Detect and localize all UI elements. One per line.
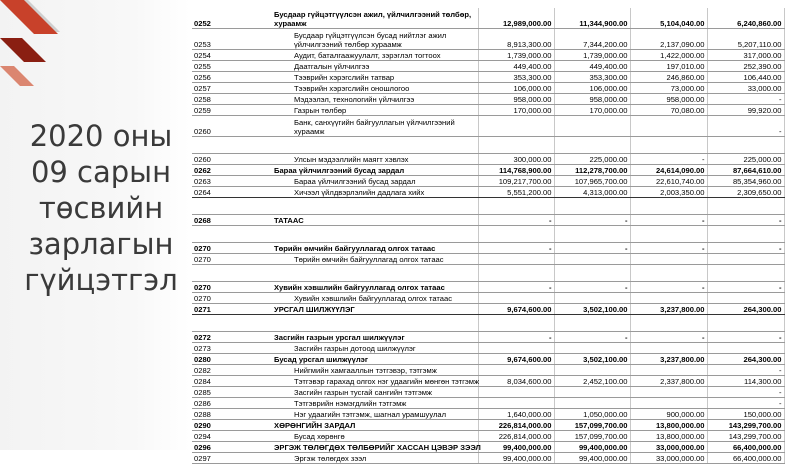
difference-cell: - bbox=[707, 116, 784, 137]
row-name: Тээврийн хэрэгслийн татвар bbox=[250, 72, 478, 83]
difference-cell: 6,240,860.00 bbox=[707, 8, 784, 29]
approved-plan-cell: 99,400,000.00 bbox=[478, 453, 554, 464]
actual-spent-cell: 197,010.00 bbox=[630, 61, 707, 72]
actual-spent-cell: - bbox=[630, 282, 707, 293]
table-row bbox=[192, 226, 784, 243]
approved-plan-cell: 106,000.00 bbox=[478, 83, 554, 94]
approved-plan-cell bbox=[478, 198, 554, 215]
row-code bbox=[192, 137, 250, 154]
difference-cell: - bbox=[707, 243, 784, 254]
approved-plan-cell: 1,739,000.00 bbox=[478, 50, 554, 61]
period-plan-cell: - bbox=[554, 215, 630, 226]
row-name: Төрийн өмчийн байгууллагад олгох татаас bbox=[250, 254, 478, 265]
row-name: Нэг удаагийн тэтгэмж, шагнал урамшуулал bbox=[250, 409, 478, 420]
row-name: Хувийн хэвшлийн байгууллагад олгох татаас bbox=[250, 282, 478, 293]
actual-spent-cell: 900,000.00 bbox=[630, 409, 707, 420]
difference-cell: 317,000.00 bbox=[707, 50, 784, 61]
row-name: Бараа үйлчилгээний бусад зардал bbox=[250, 165, 478, 176]
row-name: Бараа үйлчилгээний бусад зардал bbox=[250, 176, 478, 187]
approved-plan-cell: 1,640,000.00 bbox=[478, 409, 554, 420]
table-row bbox=[192, 50, 784, 61]
approved-plan-cell: - bbox=[478, 215, 554, 226]
period-plan-cell: 157,099,700.00 bbox=[554, 431, 630, 442]
period-plan-cell bbox=[554, 254, 630, 265]
title-line-4: зарлагын bbox=[28, 227, 174, 261]
approved-plan-cell bbox=[478, 343, 554, 354]
table-row bbox=[192, 398, 784, 409]
table-row bbox=[192, 29, 784, 50]
title-line-2: 09 сарын bbox=[30, 155, 172, 189]
actual-spent-cell bbox=[630, 365, 707, 376]
period-plan-cell bbox=[554, 137, 630, 154]
approved-plan-cell bbox=[478, 398, 554, 409]
difference-cell: 85,354,960.00 bbox=[707, 176, 784, 187]
table-row bbox=[192, 94, 784, 105]
difference-cell: 143,299,700.00 bbox=[707, 431, 784, 442]
title-line-5: гүйцэтгэл bbox=[24, 263, 178, 297]
approved-plan-cell: 8,034,600.00 bbox=[478, 376, 554, 387]
row-name: ТАТААС bbox=[250, 215, 478, 226]
row-code: 0268 bbox=[192, 215, 250, 226]
approved-plan-cell bbox=[478, 365, 554, 376]
actual-spent-cell: 2,337,800.00 bbox=[630, 376, 707, 387]
actual-spent-cell: 958,000.00 bbox=[630, 94, 707, 105]
difference-cell: - bbox=[707, 365, 784, 376]
row-name: Тээврийн хэрэгслийн оношлогоо bbox=[250, 83, 478, 94]
approved-plan-cell: 226,814,000.00 bbox=[478, 431, 554, 442]
table-row bbox=[192, 282, 784, 293]
actual-spent-cell bbox=[630, 343, 707, 354]
period-plan-cell: 157,099,700.00 bbox=[554, 420, 630, 431]
table-row bbox=[192, 431, 784, 442]
actual-spent-cell: 24,614,090.00 bbox=[630, 165, 707, 176]
row-name: Нийгмийн хамгааллын тэтгэвэр, тэтгэмж bbox=[250, 365, 478, 376]
approved-plan-cell: 8,913,300.00 bbox=[478, 29, 554, 50]
actual-spent-cell: 22,610,740.00 bbox=[630, 176, 707, 187]
period-plan-cell: - bbox=[554, 282, 630, 293]
title-line-3: төсвийн bbox=[38, 191, 164, 225]
row-name: ЭРГЭЖ ТӨЛӨГДӨХ ТӨЛБӨРИЙГ ХАССАН ЦЭВЭР ЗЭЭЛ bbox=[250, 442, 478, 453]
row-code: 0263 bbox=[192, 176, 250, 187]
row-code: 0288 bbox=[192, 409, 250, 420]
actual-spent-cell: 3,237,800.00 bbox=[630, 354, 707, 365]
actual-spent-cell: 1,422,000.00 bbox=[630, 50, 707, 61]
difference-cell bbox=[707, 226, 784, 243]
period-plan-cell bbox=[554, 398, 630, 409]
actual-spent-cell: 5,104,040.00 bbox=[630, 8, 707, 29]
actual-spent-cell: 70,080.00 bbox=[630, 105, 707, 116]
period-plan-cell bbox=[554, 315, 630, 332]
table-row bbox=[192, 187, 784, 198]
difference-cell: - bbox=[707, 332, 784, 343]
actual-spent-cell: 2,003,350.00 bbox=[630, 187, 707, 198]
actual-spent-cell: 3,237,800.00 bbox=[630, 304, 707, 315]
actual-spent-cell: - bbox=[630, 154, 707, 165]
actual-spent-cell bbox=[630, 315, 707, 332]
row-code: 0262 bbox=[192, 165, 250, 176]
accent-shape-3 bbox=[0, 38, 46, 62]
actual-spent-cell bbox=[630, 293, 707, 304]
approved-plan-cell: - bbox=[478, 243, 554, 254]
row-name bbox=[250, 226, 478, 243]
row-name: Тэтгэвэр гарахад олгох нэг удаагийн мөнгөн тэтгэмж bbox=[250, 376, 478, 387]
period-plan-cell: - bbox=[554, 332, 630, 343]
approved-plan-cell: 5,551,200.00 bbox=[478, 187, 554, 198]
table-row bbox=[192, 293, 784, 304]
row-name: Засгийн газрын тусгай сангийн тэтгэмж bbox=[250, 387, 478, 398]
table-row bbox=[192, 409, 784, 420]
actual-spent-cell bbox=[630, 137, 707, 154]
table-row bbox=[192, 376, 784, 387]
row-code: 0294 bbox=[192, 431, 250, 442]
table-row bbox=[192, 420, 784, 431]
row-code: 0296 bbox=[192, 442, 250, 453]
actual-spent-cell: 2,137,090.00 bbox=[630, 29, 707, 50]
row-name bbox=[250, 137, 478, 154]
difference-cell: 106,440.00 bbox=[707, 72, 784, 83]
row-code: 0254 bbox=[192, 50, 250, 61]
row-code: 0270 bbox=[192, 243, 250, 254]
difference-cell: - bbox=[707, 94, 784, 105]
table-row bbox=[192, 315, 784, 332]
period-plan-cell: 1,050,000.00 bbox=[554, 409, 630, 420]
approved-plan-cell: 353,300.00 bbox=[478, 72, 554, 83]
row-name: Бусдаар гүйцэтгүүлсэн ажил, үйлчилгээний төлбөр, хураамж bbox=[250, 8, 478, 29]
period-plan-cell: 3,502,100.00 bbox=[554, 304, 630, 315]
approved-plan-cell: 99,400,000.00 bbox=[478, 442, 554, 453]
table-row bbox=[192, 243, 784, 254]
row-code: 0256 bbox=[192, 72, 250, 83]
period-plan-cell: 4,313,000.00 bbox=[554, 187, 630, 198]
row-name: Тэтгэврийн нэмэгдлийн тэтгэмж bbox=[250, 398, 478, 409]
period-plan-cell: - bbox=[554, 243, 630, 254]
table-row bbox=[192, 8, 784, 29]
difference-cell: 264,300.00 bbox=[707, 304, 784, 315]
row-code bbox=[192, 226, 250, 243]
period-plan-cell: 225,000.00 bbox=[554, 154, 630, 165]
budget-table-body bbox=[192, 8, 784, 464]
approved-plan-cell bbox=[478, 293, 554, 304]
period-plan-cell: 107,965,700.00 bbox=[554, 176, 630, 187]
actual-spent-cell: 33,000,000.00 bbox=[630, 453, 707, 464]
row-code bbox=[192, 315, 250, 332]
difference-cell: 87,664,610.00 bbox=[707, 165, 784, 176]
difference-cell bbox=[707, 293, 784, 304]
table-row bbox=[192, 332, 784, 343]
table-row bbox=[192, 165, 784, 176]
actual-spent-cell bbox=[630, 198, 707, 215]
table-row bbox=[192, 354, 784, 365]
row-name: УРСГАЛ ШИЛЖҮҮЛЭГ bbox=[250, 304, 478, 315]
row-code: 0252 bbox=[192, 8, 250, 29]
difference-cell: 143,299,700.00 bbox=[707, 420, 784, 431]
period-plan-cell: 99,400,000.00 bbox=[554, 453, 630, 464]
actual-spent-cell bbox=[630, 265, 707, 282]
difference-cell: 2,309,650.00 bbox=[707, 187, 784, 198]
difference-cell: 33,000.00 bbox=[707, 83, 784, 94]
difference-cell bbox=[707, 137, 784, 154]
period-plan-cell: 3,502,100.00 bbox=[554, 354, 630, 365]
row-code: 0282 bbox=[192, 365, 250, 376]
row-code: 0297 bbox=[192, 453, 250, 464]
difference-cell: 99,920.00 bbox=[707, 105, 784, 116]
row-name: ХӨРӨНГИЙН ЗАРДАЛ bbox=[250, 420, 478, 431]
difference-cell bbox=[707, 265, 784, 282]
period-plan-cell: 2,452,100.00 bbox=[554, 376, 630, 387]
table-row bbox=[192, 72, 784, 83]
approved-plan-cell: - bbox=[478, 332, 554, 343]
actual-spent-cell: 33,000,000.00 bbox=[630, 442, 707, 453]
actual-spent-cell: - bbox=[630, 332, 707, 343]
period-plan-cell: 958,000.00 bbox=[554, 94, 630, 105]
row-code: 0258 bbox=[192, 94, 250, 105]
row-name bbox=[250, 198, 478, 215]
actual-spent-cell: - bbox=[630, 215, 707, 226]
table-row bbox=[192, 61, 784, 72]
row-code: 0270 bbox=[192, 254, 250, 265]
accent-shape-4 bbox=[0, 66, 34, 86]
difference-cell: - bbox=[707, 398, 784, 409]
row-code: 0260 bbox=[192, 154, 250, 165]
row-name: Улсын мэдээллийн маягт хэвлэх bbox=[250, 154, 478, 165]
row-name: Төрийн өмчийн байгууллагад олгох татаас bbox=[250, 243, 478, 254]
title-line-1: 2020 оны bbox=[29, 119, 173, 153]
approved-plan-cell: - bbox=[478, 282, 554, 293]
approved-plan-cell: 170,000.00 bbox=[478, 105, 554, 116]
approved-plan-cell: 9,674,600.00 bbox=[478, 304, 554, 315]
period-plan-cell: 99,400,000.00 bbox=[554, 442, 630, 453]
period-plan-cell bbox=[554, 226, 630, 243]
period-plan-cell bbox=[554, 387, 630, 398]
approved-plan-cell bbox=[478, 254, 554, 265]
difference-cell: 66,400,000.00 bbox=[707, 442, 784, 453]
row-name: Банк, санхүүгийн байгууллагын үйлчилгээний хураамж bbox=[250, 116, 478, 137]
difference-cell: - bbox=[707, 282, 784, 293]
table-row bbox=[192, 365, 784, 376]
row-name: Даатгалын үйлчилгээ bbox=[250, 61, 478, 72]
period-plan-cell: 106,000.00 bbox=[554, 83, 630, 94]
difference-cell: 66,400,000.00 bbox=[707, 453, 784, 464]
period-plan-cell bbox=[554, 116, 630, 137]
approved-plan-cell: 109,217,700.00 bbox=[478, 176, 554, 187]
row-code: 0284 bbox=[192, 376, 250, 387]
row-name: Аудит, баталгаажуулалт, зэрэглэл тогтоох bbox=[250, 50, 478, 61]
table-row bbox=[192, 154, 784, 165]
row-code: 0271 bbox=[192, 304, 250, 315]
period-plan-cell: 7,344,200.00 bbox=[554, 29, 630, 50]
table-row bbox=[192, 176, 784, 187]
row-code: 0260 bbox=[192, 116, 250, 137]
difference-cell: - bbox=[707, 387, 784, 398]
approved-plan-cell: 226,814,000.00 bbox=[478, 420, 554, 431]
difference-cell: 225,000.00 bbox=[707, 154, 784, 165]
actual-spent-cell bbox=[630, 226, 707, 243]
row-code: 0272 bbox=[192, 332, 250, 343]
approved-plan-cell: 449,400.00 bbox=[478, 61, 554, 72]
row-name: Хувийн хэвшлийн байгууллагад олгох татаас bbox=[250, 293, 478, 304]
table-row bbox=[192, 442, 784, 453]
table-row bbox=[192, 453, 784, 464]
table-row bbox=[192, 343, 784, 354]
table-row bbox=[192, 215, 784, 226]
approved-plan-cell bbox=[478, 265, 554, 282]
difference-cell: 150,000.00 bbox=[707, 409, 784, 420]
approved-plan-cell: 12,989,000.00 bbox=[478, 8, 554, 29]
difference-cell bbox=[707, 343, 784, 354]
row-code: 0270 bbox=[192, 293, 250, 304]
actual-spent-cell: 73,000.00 bbox=[630, 83, 707, 94]
difference-cell: 252,390.00 bbox=[707, 61, 784, 72]
row-name: Эргэж төлөгдөх зээл bbox=[250, 453, 478, 464]
period-plan-cell bbox=[554, 198, 630, 215]
row-code: 0257 bbox=[192, 83, 250, 94]
row-name: Бусад хөрөнгө bbox=[250, 431, 478, 442]
approved-plan-cell bbox=[478, 226, 554, 243]
accent-shape-2 bbox=[0, 0, 58, 34]
table-row bbox=[192, 304, 784, 315]
actual-spent-cell: 13,800,000.00 bbox=[630, 420, 707, 431]
period-plan-cell: 353,300.00 bbox=[554, 72, 630, 83]
period-plan-cell bbox=[554, 265, 630, 282]
period-plan-cell bbox=[554, 343, 630, 354]
row-code: 0264 bbox=[192, 187, 250, 198]
approved-plan-cell bbox=[478, 315, 554, 332]
table-row bbox=[192, 198, 784, 215]
row-code: 0280 bbox=[192, 354, 250, 365]
difference-cell: 264,300.00 bbox=[707, 354, 784, 365]
difference-cell bbox=[707, 315, 784, 332]
difference-cell: 5,207,110.00 bbox=[707, 29, 784, 50]
row-name: Бусад урсгал шилжүүлэг bbox=[250, 354, 478, 365]
budget-table-container bbox=[192, 8, 784, 463]
row-code: 0259 bbox=[192, 105, 250, 116]
approved-plan-cell: 9,674,600.00 bbox=[478, 354, 554, 365]
row-code: 0253 bbox=[192, 29, 250, 50]
approved-plan-cell: 114,768,900.00 bbox=[478, 165, 554, 176]
approved-plan-cell bbox=[478, 387, 554, 398]
approved-plan-cell bbox=[478, 137, 554, 154]
difference-cell: 114,300.00 bbox=[707, 376, 784, 387]
row-name bbox=[250, 265, 478, 282]
row-code: 0273 bbox=[192, 343, 250, 354]
row-name: Бусдаар гүйцэтгүүлсэн бусад нийтлэг ажил үйлчилгээний төлбөр хураамж bbox=[250, 29, 478, 50]
period-plan-cell: 112,278,700.00 bbox=[554, 165, 630, 176]
actual-spent-cell: - bbox=[630, 243, 707, 254]
period-plan-cell bbox=[554, 293, 630, 304]
table-row bbox=[192, 116, 784, 137]
period-plan-cell: 1,739,000.00 bbox=[554, 50, 630, 61]
period-plan-cell: 449,400.00 bbox=[554, 61, 630, 72]
row-code bbox=[192, 265, 250, 282]
period-plan-cell: 11,344,900.00 bbox=[554, 8, 630, 29]
difference-cell bbox=[707, 254, 784, 265]
period-plan-cell bbox=[554, 365, 630, 376]
actual-spent-cell: 246,860.00 bbox=[630, 72, 707, 83]
row-code: 0286 bbox=[192, 398, 250, 409]
row-code bbox=[192, 198, 250, 215]
difference-cell: - bbox=[707, 215, 784, 226]
actual-spent-cell bbox=[630, 116, 707, 137]
table-row bbox=[192, 387, 784, 398]
actual-spent-cell bbox=[630, 398, 707, 409]
period-plan-cell: 170,000.00 bbox=[554, 105, 630, 116]
actual-spent-cell: 13,800,000.00 bbox=[630, 431, 707, 442]
row-name bbox=[250, 315, 478, 332]
difference-cell bbox=[707, 198, 784, 215]
table-row bbox=[192, 83, 784, 94]
table-row bbox=[192, 105, 784, 116]
approved-plan-cell bbox=[478, 116, 554, 137]
corner-decoration bbox=[0, 0, 60, 100]
approved-plan-cell: 958,000.00 bbox=[478, 94, 554, 105]
row-code: 0255 bbox=[192, 61, 250, 72]
row-code: 0290 bbox=[192, 420, 250, 431]
table-row bbox=[192, 254, 784, 265]
actual-spent-cell bbox=[630, 254, 707, 265]
row-code: 0285 bbox=[192, 387, 250, 398]
approved-plan-cell: 300,000.00 bbox=[478, 154, 554, 165]
row-name: Засгийн газрын дотоод шилжүүлэг bbox=[250, 343, 478, 354]
actual-spent-cell bbox=[630, 387, 707, 398]
table-row bbox=[192, 265, 784, 282]
row-name: Мэдээлэл, технологийн үйлчилгээ bbox=[250, 94, 478, 105]
table-row bbox=[192, 137, 784, 154]
row-name: Засгийн газрын урсгал шилжүүлэг bbox=[250, 332, 478, 343]
row-code: 0270 bbox=[192, 282, 250, 293]
slide-title bbox=[16, 118, 186, 298]
row-name: Газрын төлбөр bbox=[250, 105, 478, 116]
row-name: Хичээл үйлдвэрлэлийн дадлага хийх bbox=[250, 187, 478, 198]
budget-table bbox=[192, 8, 785, 464]
